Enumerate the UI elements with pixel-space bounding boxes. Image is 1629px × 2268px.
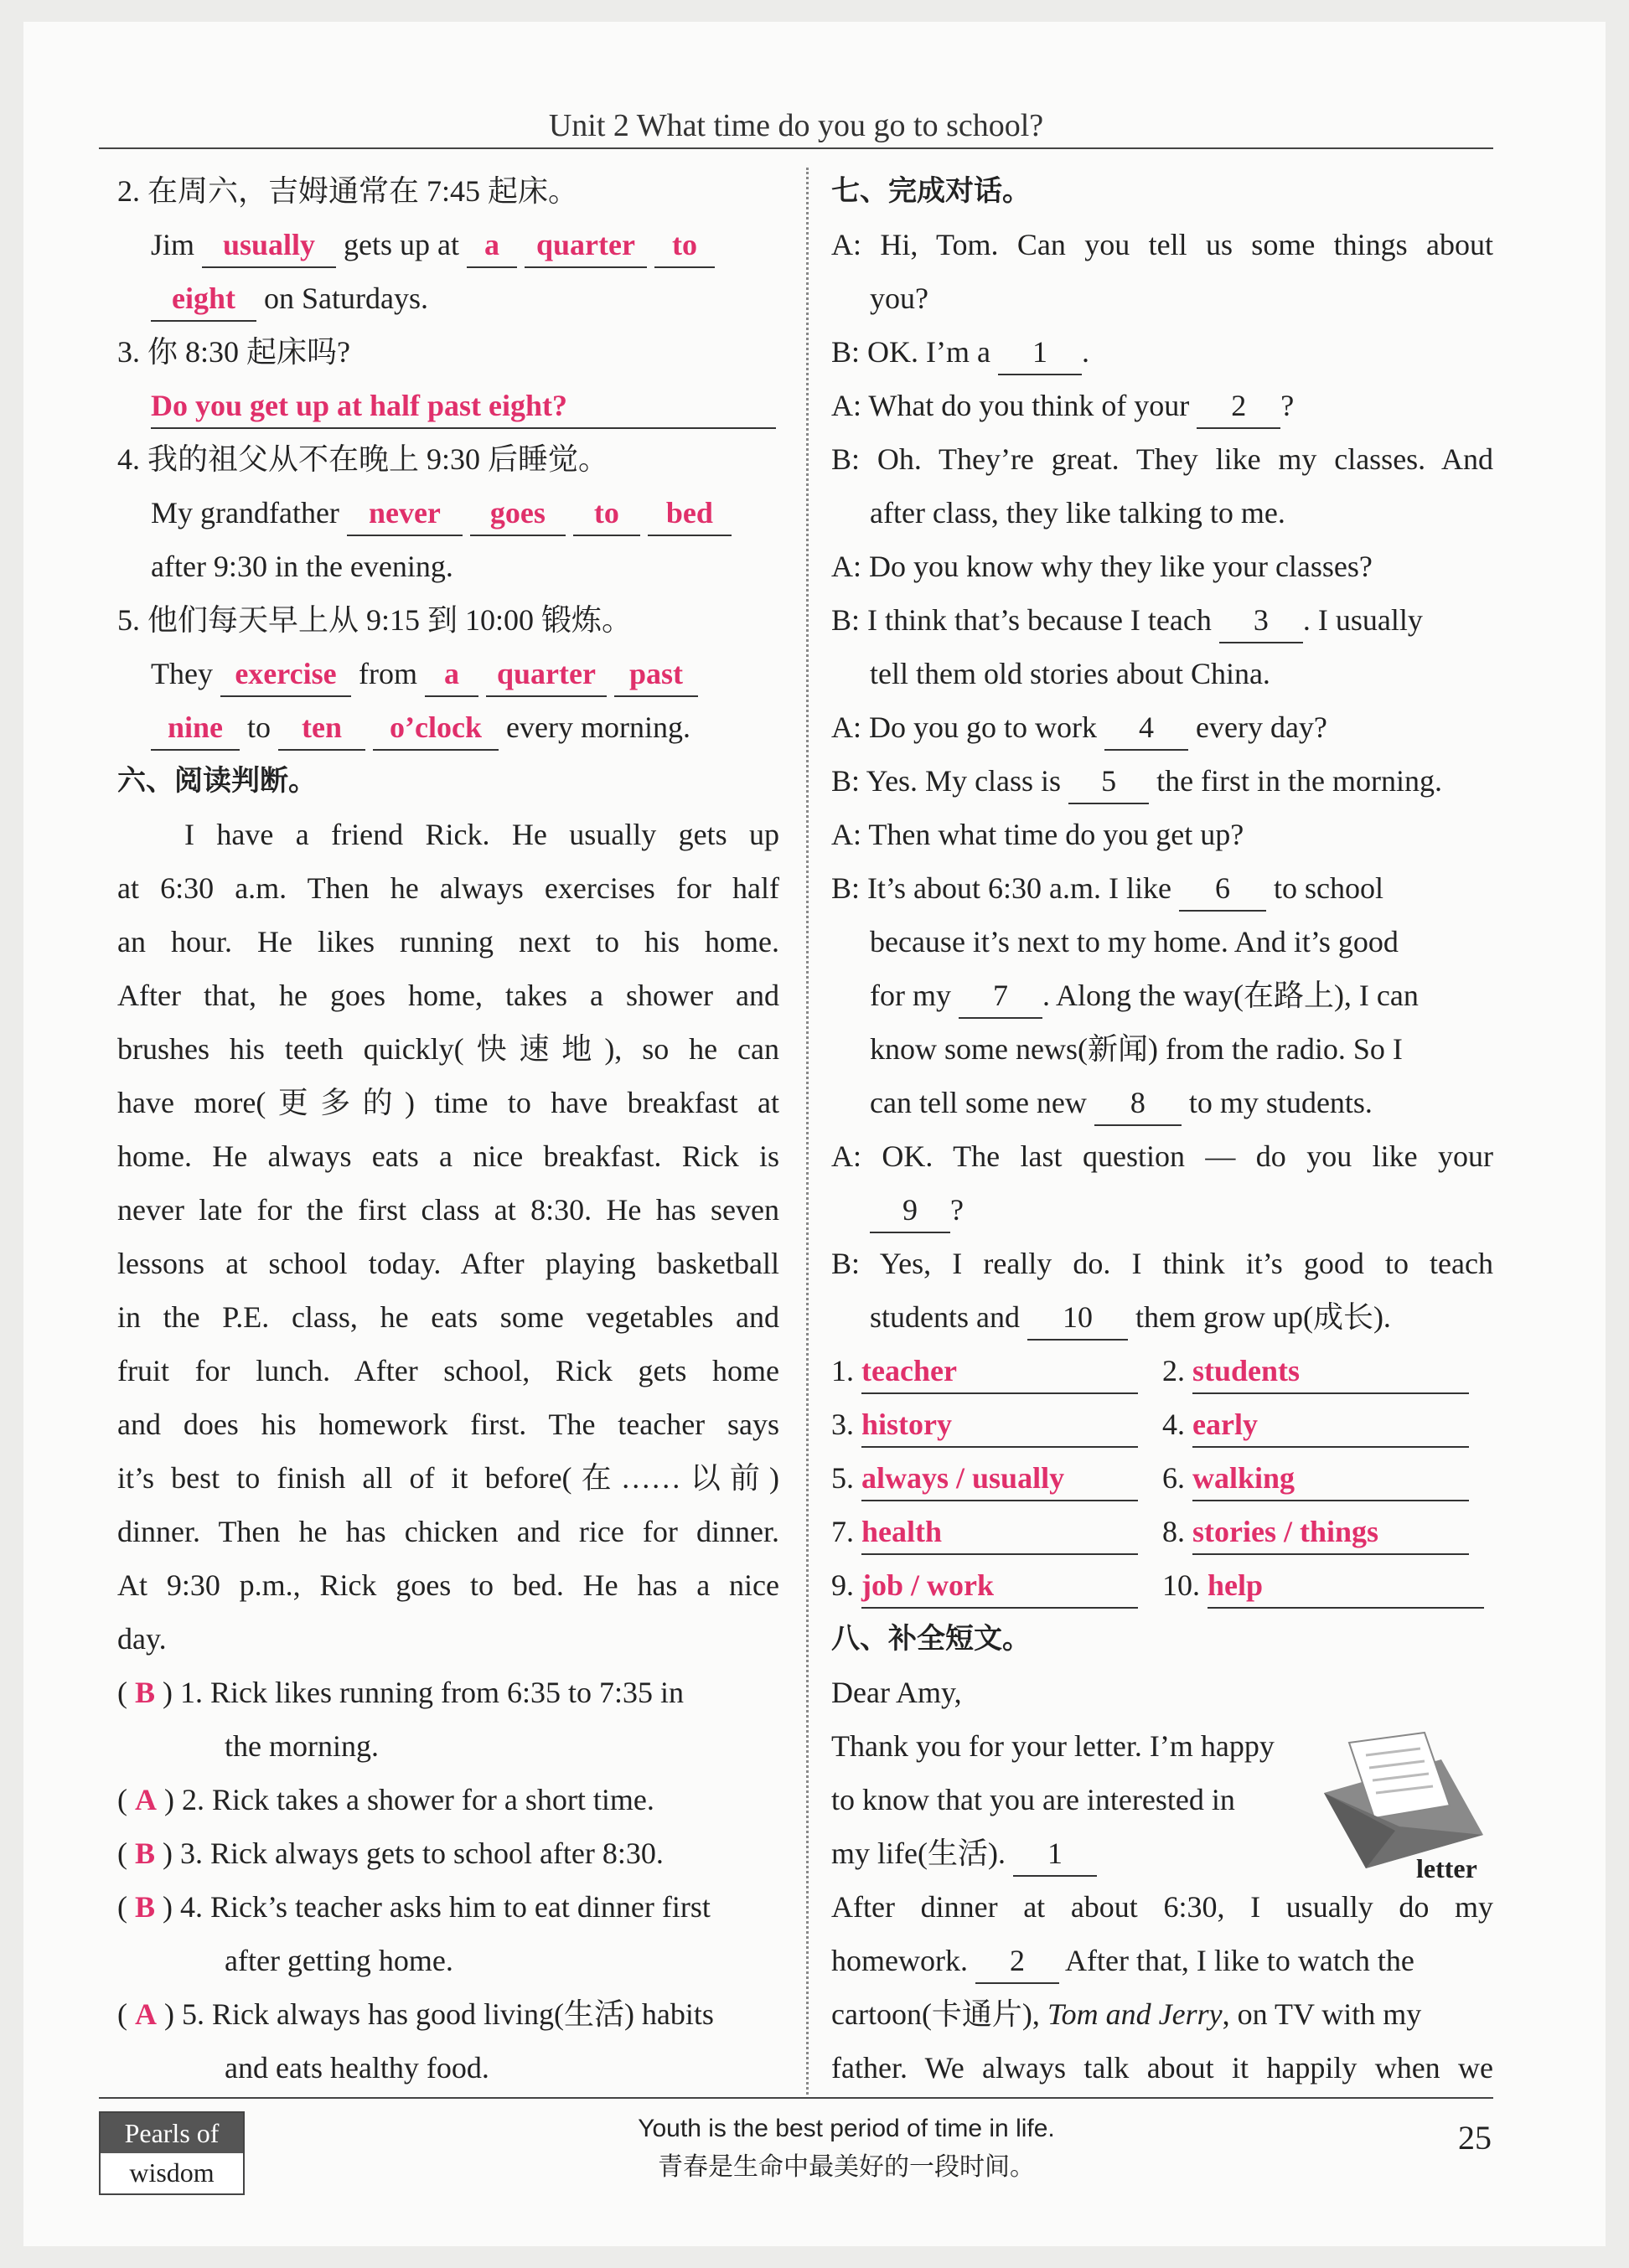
answer-blank[interactable]: job / work bbox=[861, 1563, 1138, 1609]
answer-item bbox=[1162, 1558, 1493, 1612]
answer-item bbox=[831, 1397, 1162, 1451]
answer-blank[interactable]: early bbox=[1192, 1403, 1469, 1448]
passage-line: in the P.E. class, he eats some vegetables and bbox=[117, 1300, 779, 1334]
passage-line: dinner. Then he has chicken and rice for dinner. bbox=[117, 1515, 779, 1548]
answer-number: 1. bbox=[831, 1354, 854, 1387]
dialogue-line: you? bbox=[870, 282, 928, 315]
judgement-item: ( B ) 3. Rick always gets to school after 8:30. bbox=[117, 1837, 664, 1870]
answer-item bbox=[831, 1344, 1162, 1397]
letter-line bbox=[831, 1826, 1296, 1880]
q5-blank-2[interactable]: a bbox=[425, 652, 478, 697]
q5-sentence bbox=[117, 647, 779, 700]
answer-blank[interactable]: health bbox=[861, 1510, 1138, 1555]
pearls-of-wisdom-badge bbox=[99, 2111, 245, 2195]
q5-blank-3[interactable]: quarter bbox=[486, 652, 607, 697]
dialogue-text: ? bbox=[950, 1193, 964, 1227]
q4-sentence-cont: after 9:30 in the evening. bbox=[151, 550, 453, 583]
dialogue-text: B: It’s about 6:30 a.m. I like bbox=[831, 871, 1171, 905]
q4-sentence bbox=[117, 486, 779, 540]
judgement-cont: after getting home. bbox=[225, 1944, 453, 1977]
answer-number: 3. bbox=[831, 1408, 854, 1441]
dialogue-blank-10[interactable]: 10 bbox=[1027, 1295, 1128, 1341]
q2-pre: Jim bbox=[151, 228, 195, 261]
dialogue-text: B: I think that’s because I teach bbox=[831, 603, 1212, 637]
dialogue-blank-4[interactable]: 4 bbox=[1104, 705, 1188, 751]
q4-blank-4[interactable]: bed bbox=[648, 491, 732, 536]
dialogue-line bbox=[831, 1290, 1493, 1344]
q2-mid: gets up at bbox=[344, 228, 459, 261]
letter-line: Thank you for your letter. I’m happy bbox=[831, 1729, 1275, 1763]
answer-blank[interactable]: history bbox=[861, 1403, 1138, 1448]
dialogue-text: them grow up(成长). bbox=[1135, 1300, 1391, 1334]
dialogue-text: the first in the morning. bbox=[1156, 764, 1443, 798]
letter-line: After dinner at about 6:30, I usually do my bbox=[831, 1890, 1493, 1924]
q2-post: on Saturdays. bbox=[264, 282, 428, 315]
judgement-text: 3. Rick always gets to school after 8:30. bbox=[180, 1837, 664, 1870]
dialogue-blank-1[interactable]: 1 bbox=[998, 330, 1082, 375]
dialogue-line bbox=[831, 754, 1493, 808]
dialogue-line: know some news(新闻) from the radio. So I bbox=[870, 1032, 1403, 1066]
judgement-answer[interactable]: B bbox=[135, 1837, 156, 1870]
answer-number: 7. bbox=[831, 1515, 854, 1548]
answer-number: 6. bbox=[1162, 1461, 1185, 1495]
dialogue-line: A: OK. The last question — do you like your bbox=[831, 1139, 1493, 1173]
judgement-item: ( B ) 4. Rick’s teacher asks him to eat dinner first bbox=[117, 1890, 711, 1924]
dialogue-line bbox=[831, 700, 1493, 754]
q5-blank-5[interactable]: nine bbox=[151, 705, 240, 751]
dialogue-text: B: Yes. My class is bbox=[831, 764, 1062, 798]
q2-sentence-cont bbox=[117, 271, 779, 325]
passage-line: brushes his teeth quickly(快速地), so he can bbox=[117, 1032, 779, 1066]
passage-line: it’s best to finish all of it before(在……以前) bbox=[117, 1461, 779, 1495]
q3-sentence bbox=[117, 379, 779, 432]
q4-pre: My grandfather bbox=[151, 496, 339, 530]
cartoon-title: Tom and Jerry bbox=[1047, 1997, 1223, 2031]
q5-blank-1[interactable]: exercise bbox=[220, 652, 351, 697]
q5-blank-4[interactable]: past bbox=[614, 652, 698, 697]
letter-blank-2[interactable]: 2 bbox=[975, 1939, 1059, 1984]
dialogue-text: . bbox=[1081, 335, 1089, 369]
dialogue-line: A: Hi, Tom. Can you tell us some things about bbox=[831, 228, 1493, 261]
passage-line: and does his homework first. The teacher says bbox=[117, 1408, 779, 1441]
letter-blank-1[interactable]: 1 bbox=[1013, 1831, 1097, 1877]
passage-line: I have a friend Rick. He usually gets up bbox=[184, 818, 779, 851]
judgement-item: ( A ) 5. Rick always has good living(生活) habits bbox=[117, 1997, 714, 2031]
dialogue-text: every day? bbox=[1196, 710, 1327, 744]
motto-chinese: 青春是生命中最美好的一段时间。 bbox=[658, 2153, 1035, 2181]
dialogue-line bbox=[831, 325, 1493, 379]
section-7-title: 七、完成对话。 bbox=[831, 174, 1031, 208]
answer-item bbox=[1162, 1451, 1493, 1505]
judgement-cont: the morning. bbox=[225, 1729, 379, 1763]
q5-prompt: 5. 他们每天早上从 9:15 到 10:00 锻炼。 bbox=[117, 603, 633, 637]
answer-number: 10. bbox=[1162, 1568, 1200, 1602]
judgement-item: ( A ) 2. Rick takes a shower for a short time. bbox=[117, 1783, 654, 1816]
q5-pre: They bbox=[151, 657, 213, 690]
header-rule bbox=[99, 147, 1493, 149]
answer-blank[interactable]: stories / things bbox=[1192, 1510, 1469, 1555]
q2-blank-2[interactable]: a bbox=[467, 223, 517, 268]
q2-blank-1[interactable]: usually bbox=[202, 223, 336, 268]
passage-line: fruit for lunch. After school, Rick gets home bbox=[117, 1354, 779, 1387]
answer-blank[interactable]: teacher bbox=[861, 1349, 1138, 1394]
passage-line: never late for the first class at 8:30. He has seven bbox=[117, 1193, 779, 1227]
letter-caption: letter bbox=[1416, 1853, 1477, 1883]
q4-blank-2[interactable]: goes bbox=[470, 491, 566, 536]
dialogue-text: students and bbox=[870, 1300, 1020, 1334]
judgement-cont: and eats healthy food. bbox=[225, 2051, 489, 2085]
dialogue-line bbox=[831, 861, 1493, 915]
dialogue-text: . Along the way(在路上), I can bbox=[1042, 979, 1419, 1012]
letter-line: father. We always talk about it happily when we bbox=[831, 2051, 1493, 2085]
passage-line: have more(更多的) time to have breakfast at bbox=[117, 1086, 779, 1119]
dialogue-text: can tell some new bbox=[870, 1086, 1087, 1119]
answer-number: 5. bbox=[831, 1461, 854, 1495]
dialogue-text: ? bbox=[1280, 389, 1295, 422]
left-column bbox=[117, 164, 779, 2095]
answer-item bbox=[831, 1558, 1162, 1612]
letter-text: my life(生活). bbox=[831, 1837, 1006, 1870]
q5-post: every morning. bbox=[506, 710, 690, 744]
dialogue-line bbox=[831, 969, 1493, 1022]
dialogue-text: . I usually bbox=[1302, 603, 1423, 637]
passage-line: at 6:30 a.m. Then he always exercises for half bbox=[117, 871, 779, 905]
judgement-answer[interactable]: A bbox=[135, 1783, 157, 1816]
letter-line: to know that you are interested in bbox=[831, 1783, 1235, 1816]
dialogue-line bbox=[831, 1076, 1493, 1129]
q4-prompt: 4. 我的祖父从不在晚上 9:30 后睡觉。 bbox=[117, 442, 609, 476]
page-header: Unit 2 What time do you go to school? bbox=[548, 108, 1044, 143]
dialogue-text: B: OK. I’m a bbox=[831, 335, 990, 369]
judgement-text: 2. Rick takes a shower for a short time. bbox=[182, 1783, 654, 1816]
dialogue-line bbox=[831, 593, 1493, 647]
judgement-answer[interactable]: A bbox=[135, 1997, 157, 2031]
q3-prompt: 3. 你 8:30 起床吗? bbox=[117, 335, 350, 369]
section-8-title: 八、补全短文。 bbox=[831, 1622, 1031, 1656]
dialogue-text: to my students. bbox=[1188, 1086, 1373, 1119]
q2-sentence bbox=[117, 218, 779, 271]
answer-item bbox=[1162, 1344, 1493, 1397]
dialogue-blank-8[interactable]: 8 bbox=[1094, 1081, 1182, 1126]
section-6-title: 六、阅读判断。 bbox=[117, 764, 317, 798]
letter-text: cartoon(卡通片), bbox=[831, 1997, 1047, 2031]
answer-blank[interactable]: students bbox=[1192, 1349, 1469, 1394]
dialogue-line: after class, they like talking to me. bbox=[870, 496, 1285, 530]
dialogue-text: A: Do you go to work bbox=[831, 710, 1097, 744]
judgement-text: 1. Rick likes running from 6:35 to 7:35 in bbox=[180, 1676, 684, 1709]
q2-blank-5[interactable]: eight bbox=[151, 276, 256, 322]
letter-text: After that, I like to watch the bbox=[1064, 1944, 1414, 1977]
pearls-top: Pearls of bbox=[101, 2113, 243, 2153]
letter-text: , on TV with my bbox=[1222, 1997, 1422, 2031]
answer-item bbox=[831, 1505, 1162, 1558]
dialogue-line: B: Oh. They’re great. They like my classes. And bbox=[831, 442, 1493, 476]
passage-line: lessons at school today. After playing basketball bbox=[117, 1247, 779, 1280]
letter-line bbox=[831, 1987, 1493, 2041]
answer-number: 2. bbox=[1162, 1354, 1185, 1387]
motto bbox=[469, 2110, 1223, 2187]
answer-blank[interactable]: walking bbox=[1192, 1456, 1469, 1501]
judgement-text: 5. Rick always has good living(生活) habits bbox=[182, 1997, 714, 2031]
dialogue-text: to school bbox=[1273, 871, 1383, 905]
passage-line: an hour. He likes running next to his home. bbox=[117, 925, 779, 958]
letter-text: homework. bbox=[831, 1944, 968, 1977]
q4-blank-1[interactable]: never bbox=[347, 491, 463, 536]
dialogue-line: B: Yes, I really do. I think it’s good to teach bbox=[831, 1247, 1493, 1280]
q4-blank-3[interactable]: to bbox=[573, 491, 640, 536]
q5-mid2: to bbox=[247, 710, 272, 744]
dialogue-blank-5[interactable]: 5 bbox=[1068, 759, 1149, 804]
motto-english: Youth is the best period of time in life. bbox=[638, 2115, 1055, 2142]
q2-blank-3[interactable]: quarter bbox=[525, 223, 647, 268]
passage-line: home. He always eats a nice breakfast. Rick is bbox=[117, 1139, 779, 1173]
answer-blank[interactable]: always / usually bbox=[861, 1456, 1138, 1501]
passage-line: After that, he goes home, takes a shower and bbox=[117, 979, 779, 1012]
dialogue-line bbox=[831, 379, 1493, 432]
q2-blank-4[interactable]: to bbox=[654, 223, 715, 268]
footer-rule bbox=[99, 2097, 1493, 2099]
judgement-answer[interactable]: B bbox=[135, 1890, 156, 1924]
judgement-answer[interactable]: B bbox=[135, 1676, 156, 1709]
judgement-text: 4. Rick’s teacher asks him to eat dinner first bbox=[180, 1890, 711, 1924]
dialogue-blank-2[interactable]: 2 bbox=[1197, 384, 1280, 429]
dialogue-blank-7[interactable]: 7 bbox=[959, 974, 1042, 1019]
judgement-list bbox=[117, 1666, 779, 2095]
dialogue-line: because it’s next to my home. And it’s good bbox=[870, 925, 1399, 958]
passage-line: At 9:30 p.m., Rick goes to bed. He has a nice bbox=[117, 1568, 779, 1602]
column-divider bbox=[806, 168, 809, 2095]
answer-item bbox=[1162, 1505, 1493, 1558]
dialogue-line: A: Do you know why they like your classes? bbox=[831, 550, 1373, 583]
q5-blank-6[interactable]: ten bbox=[278, 705, 365, 751]
judgement-item: ( B ) 1. Rick likes running from 6:35 to 7:35 in bbox=[117, 1676, 684, 1709]
pearls-bottom: wisdom bbox=[129, 2157, 215, 2188]
answer-blank[interactable]: help bbox=[1208, 1563, 1484, 1609]
passage-line: day. bbox=[117, 1622, 167, 1656]
dialogue-blank-6[interactable]: 6 bbox=[1179, 866, 1266, 912]
dialogue-line: A: Then what time do you get up? bbox=[831, 818, 1244, 851]
dialogue-text: for my bbox=[870, 979, 951, 1012]
answer-number: 4. bbox=[1162, 1408, 1185, 1441]
reading-passage bbox=[117, 808, 779, 1666]
dialogue-text: A: What do you think of your bbox=[831, 389, 1190, 422]
q2-prompt: 2. 在周六，吉姆通常在 7:45 起床。 bbox=[117, 174, 579, 208]
dialogue-line: tell them old stories about China. bbox=[870, 657, 1270, 690]
dialogue-blank-3[interactable]: 3 bbox=[1219, 598, 1303, 643]
q3-blank-1[interactable]: Do you get up at half past eight? bbox=[151, 384, 776, 429]
letter-greeting: Dear Amy, bbox=[831, 1676, 962, 1709]
letter-line bbox=[831, 1934, 1493, 1987]
answer-item bbox=[831, 1451, 1162, 1505]
answer-grid bbox=[831, 1344, 1493, 1612]
dialogue-line bbox=[831, 1183, 1493, 1237]
answer-item bbox=[1162, 1397, 1493, 1451]
q5-mid: from bbox=[358, 657, 417, 690]
q5-sentence-cont bbox=[117, 700, 779, 754]
dialogue-blank-9[interactable]: 9 bbox=[870, 1188, 950, 1233]
page-number: 25 bbox=[1458, 2119, 1492, 2157]
q5-blank-7[interactable]: o’clock bbox=[373, 705, 499, 751]
answer-number: 8. bbox=[1162, 1515, 1185, 1548]
answer-number: 9. bbox=[831, 1568, 854, 1602]
